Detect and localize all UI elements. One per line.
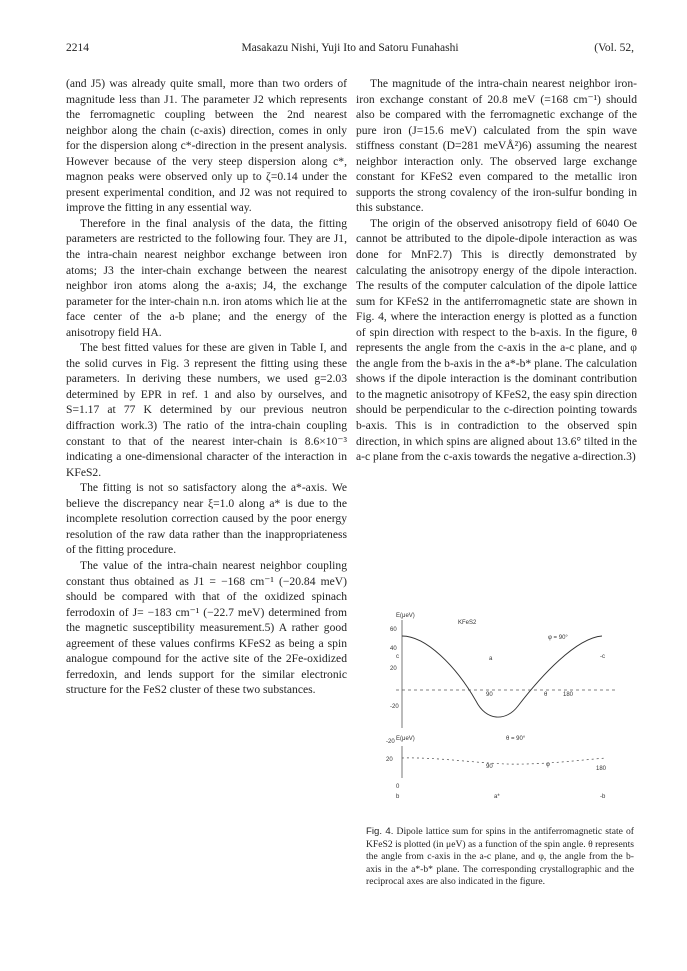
left-paragraph-2: Therefore in the final analysis of the data, the fitting parameters are restricted to the following four. They are J1, the intra-chain nearest neighbor exchange between iron atoms; J3 the inter-chain exchange between the nearest neighbor iron atoms along the a-axis; J4, the exchange parameter for the inter-chain n.n. iron atoms which lie at the face center of the a-b plane; and the energy of the anisotropy field HA.	[66, 216, 347, 339]
lower-param-label: θ = 90°	[506, 736, 526, 742]
upper-ytick-60: 60	[390, 627, 397, 633]
lower-xtick-180: 180	[596, 766, 607, 772]
upper-ylabel: E(μeV)	[396, 613, 415, 619]
lower-ytick-20: 20	[386, 757, 393, 763]
volume-label: (Vol. 52,	[594, 42, 634, 54]
axis-label-a: a	[489, 656, 493, 662]
axis-label-minus-c: -c	[600, 654, 605, 660]
right-paragraph-2: The origin of the observed anisotropy field of 6040 Oe cannot be attributed to the dipole-dipole interaction as was done for MnF2.7) This is directly demonstrated by calculating the anisotropy energy of the dipole interaction. The results of the computer calculation of the dipole lattice sum for KFeS2 in the antiferromagnetic state are shown in Fig. 4, where the interaction energy is plotted as a function of spin direction with respect to the b-axis. In the figure, θ represents the angle from the c-axis in the a-c plane, and φ the angle from the b-axis in the a*-b* plane. The calculation shows if the dipole interaction is the dominant contribution to the magnetic anisotropy of KFeS2, the easy spin direction should be perpendicular to the c-direction pointing towards b-axis. This is in contradiction to the observed spin direction, in which spins are aligned about 13.6° tilted in the a-c plane from the c-axis towards the negative a-direction.3)	[356, 216, 637, 464]
upper-ytick-neg20: -20	[390, 704, 399, 710]
upper-curve	[402, 636, 602, 717]
lower-xtick-90: 90	[486, 764, 493, 770]
left-paragraph-5: The value of the intra-chain nearest neighbor coupling constant thus obtained as J1 = −168 cm⁻¹ (−20.84 meV) should be compared with that of the oxidized spinach ferrodoxin of J= −183 cm⁻¹ (−22.7 meV) determined from the magnetic susceptibility measurement.5) A rather good agreement of these values confirms KFeS2 as being a spin analogue compound for the active site of the 2Fe-oxidized ferredoxin, and lends support for the similar electronic structure for the FeS2 cluster of these two substances.	[66, 558, 347, 697]
axis-label-c: c	[396, 654, 399, 660]
axis-label-a-star: a*	[494, 794, 500, 800]
page-header	[66, 42, 634, 60]
axis-label-minus-b: -b	[600, 794, 606, 800]
figure-4	[366, 606, 636, 806]
figure-caption	[366, 826, 634, 889]
left-column	[66, 76, 347, 698]
right-column	[356, 76, 637, 465]
compound-label: KFeS2	[458, 620, 477, 626]
lower-x-unit: φ	[546, 762, 550, 768]
upper-xtick-90: 90	[486, 692, 493, 698]
axis-label-b: b	[396, 794, 400, 800]
caption-text: Dipole lattice sum for spins in the antiferromagnetic state of KFeS2 is plotted (in μeV) as a function of the spin angle. θ represents the angle from c-axis in the a-c plane, and φ, the angle from the b-axis in the a*-b* plane. The corresponding crystallographic and the reciprocal axes are also indicated in the figure.	[366, 826, 634, 888]
left-paragraph-3: The best fitted values for these are given in Table I, and the solid curves in Fig. 3 represent the fitting using these parameters. In deriving these numbers, we used g=2.03 determined by EPR in ref. 1 and also by ourselves, and S=1.17 at 77 K determined by our previous neutron diffraction work.3) The ratio of the intra-chain coupling constant to that of the nearest inter-chain is 8.6×10⁻³ indicating a one-dimensional character of the interaction in KFeS2.	[66, 341, 347, 479]
left-paragraph-4: The fitting is not so satisfactory along the a*-axis. We believe the discrepancy near ξ=1.0 along a* is due to the incomplete resolution correction caused by the poor energy resolution of the raw data rather than the inappropriateness of the fitting procedure.	[66, 481, 347, 557]
lower-ylabel: E(μeV)	[396, 736, 415, 742]
upper-ytick-20: 20	[390, 666, 397, 672]
left-paragraph-1: (and J5) was already quite small, more than two orders of magnitude less than J1. The parameter J2 which represents the ferromagnetic coupling between the 2nd nearest neighbor along the chain (c-axis) direction, comes in only for the dispersion along c*-direction in the present analysis. However because of the very steep dispersion along c*, magnon peaks were observed only up to ζ=0.14 under the present experimental condition, and J2 was not required to improve the fitting in any essential way.	[66, 77, 347, 215]
upper-ytick-40: 40	[390, 646, 397, 652]
running-head-authors: Masakazu Nishi, Yuji Ito and Satoru Funahashi	[241, 42, 459, 54]
upper-x-unit: θ	[544, 692, 548, 698]
page-number: 2214	[66, 42, 89, 54]
lower-xtick-0: 0	[396, 784, 400, 790]
lower-curve	[402, 758, 606, 764]
upper-param-label: φ = 90°	[548, 635, 568, 641]
caption-label: Fig. 4.	[366, 826, 394, 837]
lower-ytick-neg20: -20	[386, 739, 395, 745]
upper-xtick-180: 180	[563, 692, 574, 698]
right-paragraph-1: The magnitude of the intra-chain nearest neighbor iron-iron exchange constant of 20.8 meV (=168 cm⁻¹) should also be compared with the ferromagnetic exchange of the pure iron (J=15.6 meV) calculated from the spin wave stiffness constant (D=281 meVÅ²)6) assuming the nearest neighbor interaction only. The observed large exchange constant for KFeS2 even compared to the metallic iron supports the strong covalency of the iron-sulfur bonding in this substance.	[356, 77, 637, 215]
